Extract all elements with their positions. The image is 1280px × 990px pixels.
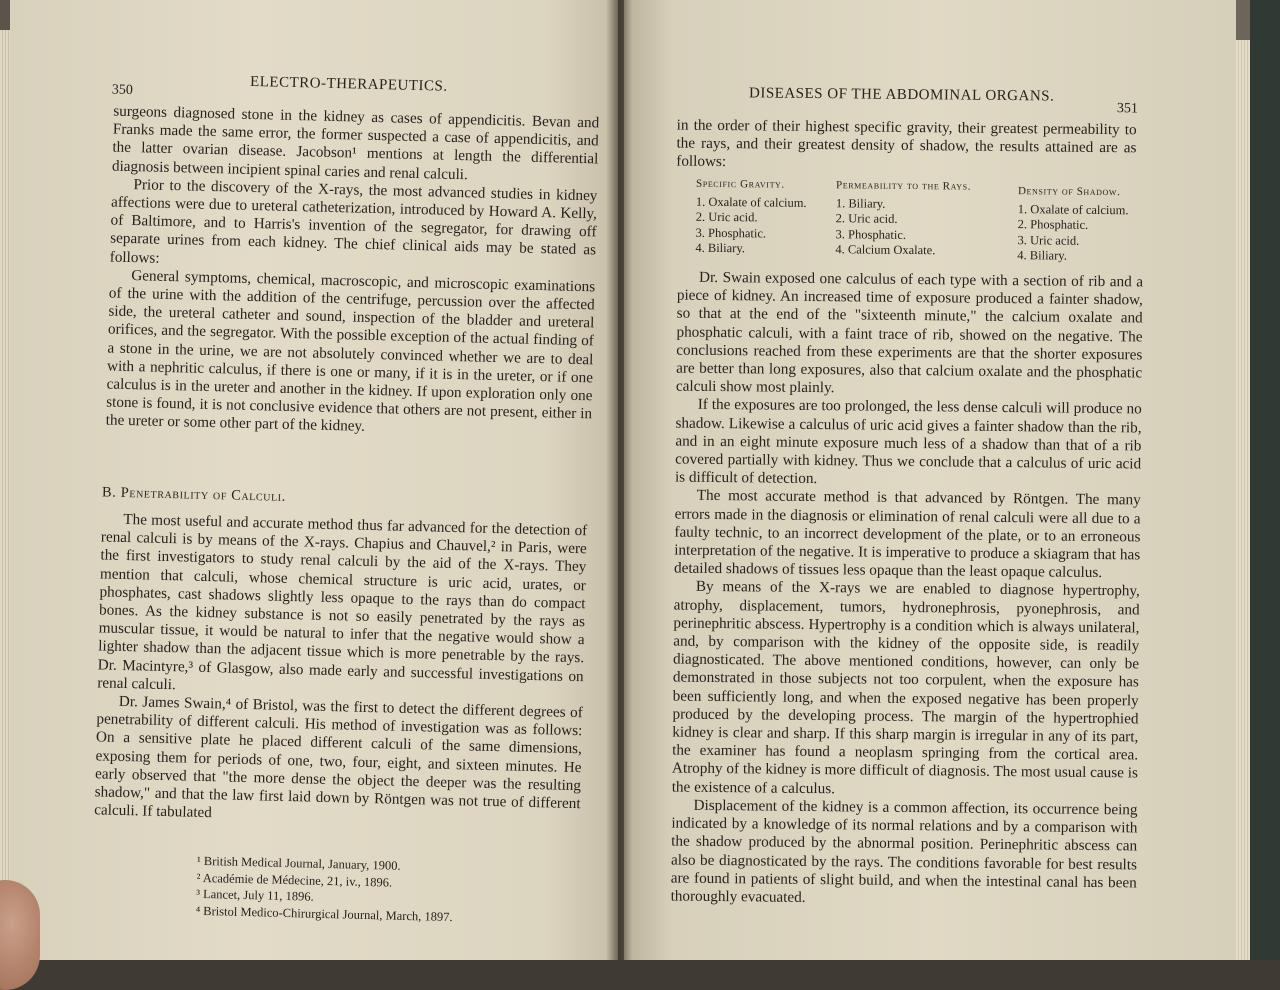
paragraph: General symptoms, chemical, macroscopic, and microscopic examinations of the urine with the addition of the centrifuge, percussion over the affected side, the ureteral catheter and sound, inspection of the bladder and ureteral orifices, and the segregator. With the possible exception of the actual finding of a stone in the urine, we are not absolutely convinced whether we are to deal with a nephritic calculus, if there is one or many, if it is in the ureter, or if one calculus is in the ureter and another in the kidney. If upon exploration only one stone is found, it is not conclusive evidence that others are not present, either in the ureter or some other part of the kidney. [105,266,596,436]
table-cell: 2. Uric acid. [695,209,758,225]
table-cell: 3. Phosphatic. [835,226,907,242]
table-column-permeability [835,178,971,259]
running-head-right: DISEASES OF THE ABDOMINAL ORGANS. [748,85,1055,105]
table-cell: 4. Biliary. [695,240,746,256]
table-cell: 2. Phosphatic. [1017,217,1089,232]
table-header: Permeability to the Rays. [836,179,972,193]
table-header: Specific Gravity. [696,177,785,191]
table-cell: 3. Uric acid. [1017,232,1080,248]
paragraph: Dr. James Swain,⁴ of Bristol, was the first to detect the different degrees of penetrability of different calculi. His method of investigation was as follows: On a sensitive plate he placed different calculi of the same dimensions, exposing them for periods of one, two, four, eight, and sixteen minutes. He early observed that "the more dense the object the deeper was the resulting shadow," and that the law first laid down by Röntgen was not true of different calculi. If tabulated [94,692,583,822]
left-body-bottom [94,510,587,831]
paragraph: By means of the X-rays we are enabled to diagnose hypertrophy, atrophy, displacement, tumors, hydronephrosis, pyonephrosis, and perinephritic abscess. Hypertrophy is a condition which is always unilateral, and, by comparison with the kidney of the opposite side, is readily diagnosticated. The above mentioned conditions, however, can only be demonstrated in those subjects not too corpulent, when the exposure has been sufficiently long, and when the exposed negative has been properly produced by the developing process. The margin of the hypertrophied kidney is clear and sharp. If this sharp margin is irregular in any of its part, the examiner has found a neoplasm springing from the cortical area. Atrophy of the kidney is more difficult of diagnosis. The most usual cause is the existence of a calculus. [671,578,1140,797]
paragraph: Displacement of the kidney is a common affection, its occurrence being indicated by a knowledge of its normal relations and by a comparison with the shadow produced by the abnormal position. Perinephritic abscess can also be diagnosticated by the rays. The conditions favorable for best results are found in patients of slight build, and when the intestinal canal has been thoroughly evacuated. [670,796,1138,906]
running-head-left: ELECTRO-THERAPEUTICS. [249,73,448,95]
left-page [10,0,618,960]
section-heading: B. Penetrability of Calculi. [101,484,287,505]
table-column-specific-gravity [695,177,807,258]
footnote: ⁴ Bristol Medico-Chirurgical Journal, March, 1897. [195,903,453,924]
left-page-edges [0,30,10,960]
left-body-top [106,103,600,442]
table-cell: 4. Biliary. [1017,248,1067,263]
right-body [671,269,1144,911]
paragraph: in the order of their highest specific gravity, their greatest permeability to the rays, and their greatest density of shadow, the results attained are as follows: [676,116,1137,171]
page-number-right: 351 [1116,101,1138,117]
table-cell: 1. Oxalate of calcium. [1017,201,1129,217]
book-gutter [606,0,632,960]
footnote: ² Académie de Médecine, 21, iv., 1896. [196,870,393,890]
table-cell: 2. Uric acid. [835,211,898,226]
footnote: ¹ British Medical Journal, January, 1900. [196,853,401,873]
page-number-left: 350 [111,82,134,99]
table-cell: 1. Oxalate of calcium. [695,194,807,210]
paragraph: The most useful and accurate method thus far advanced for the detection of renal calculi is by means of the X-rays. Chapius and Chauvel,² in Paris, were the first investigators to study renal calculi by the aid of the X-rays. They mention that calculi, whose chemical structure is uric acid, urates, or phosphates, cast shadows slightly less opaque to the rays than do compact bones. As the kidney substance is not so easily penetrated by the rays as muscular tissue, it would be natural to infer that the negative would show a lighter shadow than the adjacent tissue which is more penetrable by the rays. Dr. Macintyre,³ of Glasgow, also made early and successful investigations on renal calculi. [97,510,588,694]
right-intro [676,117,1137,176]
table-cell: 1. Biliary. [835,195,886,211]
book-cover [1250,0,1280,960]
footnotes [196,853,454,925]
thumb [0,880,40,990]
table-column-density [1017,184,1129,265]
paragraph: The most accurate method is that advanced by Röntgen. The many errors made in the diagnosis or elimination of renal calculi were all due to a faulty technic, to an incorrect development of the plate, or to an erroneous interpretation of the negative. It is imperative to produce a skiagram that has detailed shadows of tissues less opaque than the least opaque calculus. [673,487,1141,582]
paragraph: If the exposures are too prolonged, the less dense calculi will produce no shadow. Likewise a calculus of uric acid gives a fainter shadow than the rib, and in an eight minute exposure much less of a shadow than that of a rib covered partially with kidney. Thus we conclude that a calculus of uric acid is difficult of detection. [674,396,1142,488]
table-cell: 4. Calcium Oxalate. [835,242,936,258]
paragraph: Dr. Swain exposed one calculus of each type with a section of rib and a piece of kidney. An increased time of exposure produced a fainter shadow, so that at the end of the "sixteenth minute," the calcium oxalate and phosphatic calculi, with a faint trace of rib, showed on the negative. The conclusions reached from these experiments are that the shorter exposures are better than long exposures, also that calcium oxalate and the phosphatic calculi show most plainly. [675,268,1144,397]
paragraph: surgeons diagnosed stone in the kidney as cases of appendicitis. Bevan and Franks made the same error, the former suspected a case of appendicitis, and the latter ovarian disease. Jacobson¹ mentions at length the differential diagnosis between incipient spinal caries and renal calculi. [111,102,600,183]
table-header: Density of Shadow. [1017,185,1121,199]
table-cell: 3. Phosphatic. [695,225,767,240]
footnote: ³ Lancet, July 11, 1896. [196,886,314,904]
paragraph: Prior to the discovery of the X-rays, the most advanced studies in kidney affections were due to ureteral catheterization, introduced by Howard A. Kelly, of Baltimore, and to Harris's invention of the segregator, for drawing off separate urines from each kidney. The chief clinical aids may be stated as follows: [109,175,598,267]
right-page [624,0,1236,960]
